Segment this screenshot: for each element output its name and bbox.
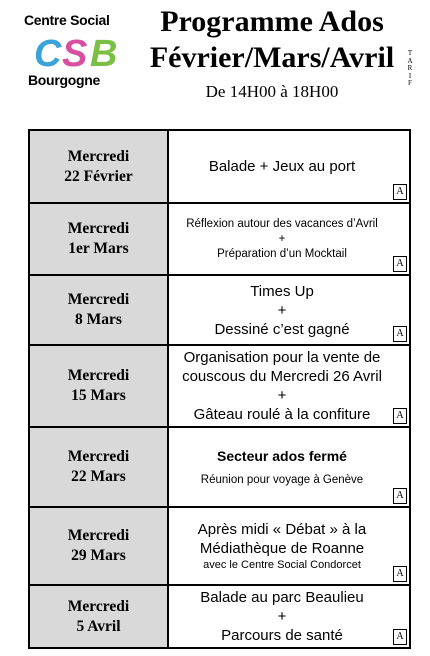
- activity-line: Organisation pour la vente de: [183, 349, 381, 366]
- date-label: 8 Mars: [75, 311, 122, 328]
- activity-line: Parcours de santé: [221, 627, 343, 644]
- tarif-letter: F: [408, 79, 412, 87]
- tarif-label: [406, 50, 414, 88]
- activity-line: +: [277, 608, 287, 625]
- activity-cell: [169, 508, 409, 584]
- logo-letter-b: B: [90, 33, 118, 72]
- logo-bottom-text: Bourgogne: [28, 72, 100, 88]
- activity-cell: [169, 346, 409, 426]
- title-line-2: Février/Mars/Avril: [149, 41, 395, 74]
- activity-line: Réflexion autour des vacances d’Avril: [186, 217, 378, 230]
- activity-line: avec le Centre Social Condorcet: [203, 559, 361, 571]
- title-line-1: Programme Ados: [160, 5, 384, 38]
- activity-line: Dessiné c’est gagné: [214, 320, 350, 338]
- schedule-row: [30, 428, 409, 508]
- tarif-letter: T: [407, 49, 413, 57]
- date-cell: [30, 346, 169, 426]
- activity-line: Balade au parc Beaulieu: [200, 589, 364, 606]
- logo: [14, 6, 124, 98]
- tarif-badge: A: [393, 326, 407, 342]
- schedule-row: [30, 131, 409, 204]
- schedule-row: [30, 276, 409, 346]
- date-cell: [30, 586, 169, 647]
- schedule-row: [30, 508, 409, 586]
- date-cell: [30, 204, 169, 274]
- activity-line: Gâteau roulé à la confiture: [193, 406, 371, 423]
- tarif-letter: I: [408, 71, 412, 80]
- activity-cell: [169, 428, 409, 506]
- tarif-badge: A: [393, 256, 407, 272]
- tarif-badge: A: [393, 184, 407, 200]
- tarif-badge: A: [393, 566, 407, 582]
- schedule-row: [30, 204, 409, 276]
- day-label: Mercredi: [67, 147, 130, 165]
- activity-line: Secteur ados fermé: [217, 447, 347, 464]
- activity-line: Réunion pour voyage à Genève: [200, 473, 364, 486]
- schedule-row: [30, 586, 409, 647]
- day-label: Mercredi: [67, 448, 130, 465]
- activity-line: Times Up: [250, 282, 314, 300]
- activity-line: Préparation d’un Mocktail: [217, 247, 347, 260]
- activity-cell: [169, 586, 409, 647]
- activity-line: +: [278, 232, 286, 245]
- date-label: 1er Mars: [68, 240, 129, 257]
- day-label: Mercredi: [67, 597, 130, 615]
- schedule-table: [28, 129, 411, 649]
- activity-line: Médiathèque de Roanne: [199, 540, 365, 557]
- activity-line: +: [277, 387, 287, 404]
- activity-line: Après midi « Débat » à la: [197, 521, 367, 538]
- tarif-letter: A: [407, 56, 413, 65]
- activity-cell: [169, 131, 409, 202]
- page-title: [140, 4, 404, 102]
- tarif-letter: R: [407, 64, 413, 72]
- date-cell: [30, 428, 169, 506]
- tarif-badge: A: [393, 629, 407, 645]
- day-label: Mercredi: [67, 291, 130, 308]
- date-cell: [30, 276, 169, 344]
- schedule-row: [30, 346, 409, 428]
- logo-mark: [32, 30, 122, 72]
- day-label: Mercredi: [67, 220, 130, 237]
- date-label: 5 Avril: [76, 617, 121, 635]
- day-label: Mercredi: [67, 527, 130, 544]
- tarif-badge: A: [393, 488, 407, 504]
- date-label: 15 Mars: [71, 387, 126, 404]
- tarif-badge: A: [393, 408, 407, 424]
- date-label: 22 Février: [64, 167, 133, 185]
- activity-line: +: [277, 301, 287, 319]
- date-label: 22 Mars: [71, 468, 126, 485]
- logo-top-text: Centre Social: [24, 12, 110, 28]
- logo-letter-c: C: [34, 33, 62, 72]
- activity-cell: [169, 204, 409, 274]
- date-label: 29 Mars: [71, 547, 126, 564]
- activity-line: Balade + Jeux au port: [208, 158, 356, 175]
- logo-letter-s: S: [62, 33, 88, 72]
- activity-line: couscous du Mercredi 26 Avril: [182, 368, 382, 385]
- activity-cell: [169, 276, 409, 344]
- opening-hours: De 14H00 à 18H00: [205, 82, 339, 101]
- date-cell: [30, 508, 169, 584]
- day-label: Mercredi: [67, 367, 130, 384]
- date-cell: [30, 131, 169, 202]
